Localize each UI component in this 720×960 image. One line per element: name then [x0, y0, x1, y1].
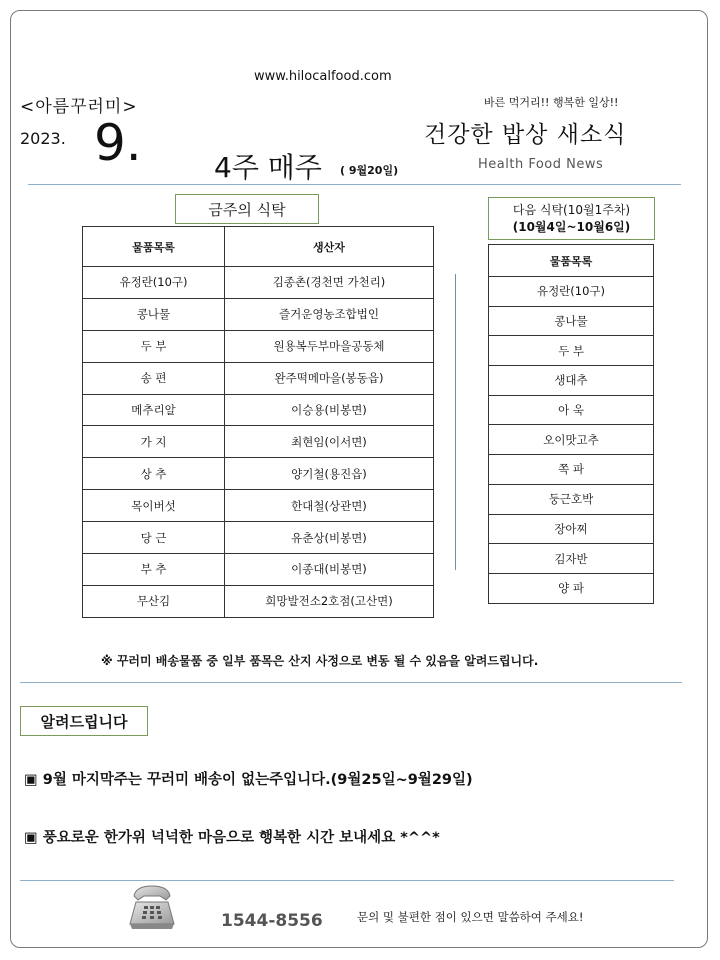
producer-cell: 양기철(용진읍) — [225, 458, 434, 490]
supply-notice: ※ 꾸러미 배송물품 중 일부 품목은 산지 사정으로 변동 될 수 있음을 알려드립니다. — [101, 654, 539, 668]
producer-cell: 이종대(비봉면) — [225, 554, 434, 586]
item-cell: 양 파 — [489, 573, 654, 603]
notice-divider — [20, 682, 682, 683]
item-cell: 두 부 — [489, 336, 654, 366]
footer-divider — [20, 880, 674, 881]
contact-message: 문의 및 불편한 점이 있으면 말씀하여 주세요! — [357, 910, 584, 924]
table-row — [83, 585, 434, 617]
item-cell: 가 지 — [83, 426, 225, 458]
issue-date: ( 9월20일) — [340, 164, 399, 177]
table-row — [489, 395, 654, 425]
next-week-table — [488, 244, 654, 604]
item-cell: 장아찌 — [489, 514, 654, 544]
table-row — [83, 426, 434, 458]
producer-cell: 한대철(상관면) — [225, 490, 434, 522]
this-week-label: 금주의 식탁 — [175, 194, 319, 224]
column-divider — [455, 274, 456, 570]
website-url[interactable]: www.hilocalfood.com — [254, 69, 392, 84]
table-row — [489, 573, 654, 603]
table-row — [83, 458, 434, 490]
newsletter-subtitle: Health Food News — [478, 157, 604, 172]
issue-year: 2023. — [20, 129, 66, 148]
next-week-title: 다음 식탁(10월1주차) — [512, 203, 631, 218]
announcement-item: ▣ 9월 마지막주는 꾸러미 배송이 없는주입니다.(9월25일~9월29일) — [24, 772, 473, 788]
producer-cell: 유춘상(비봉면) — [225, 522, 434, 554]
item-cell: 무산김 — [83, 585, 225, 617]
item-cell: 목이버섯 — [83, 490, 225, 522]
table-row — [83, 522, 434, 554]
item-cell: 상 추 — [83, 458, 225, 490]
item-cell: 둥근호박 — [489, 484, 654, 514]
producer-cell: 원용복두부마을공동체 — [225, 330, 434, 362]
table-header-row — [489, 245, 654, 277]
column-header-producer: 생산자 — [225, 227, 434, 267]
table-row — [489, 306, 654, 336]
item-cell: 오이맛고추 — [489, 425, 654, 455]
table-row — [489, 277, 654, 307]
next-week-dates: (10월4일~10월6일) — [512, 219, 631, 234]
table-header-row — [83, 227, 434, 267]
item-cell: 두 부 — [83, 330, 225, 362]
item-cell: 콩나물 — [489, 306, 654, 336]
issue-week: 4주 매주 — [214, 151, 322, 184]
table-row — [83, 267, 434, 299]
table-row — [83, 394, 434, 426]
brand-name: <아름꾸러미> — [20, 97, 138, 117]
table-row — [489, 336, 654, 366]
phone-number[interactable]: 1544-8556 — [221, 911, 323, 931]
producer-cell: 완주떡메마을(봉동읍) — [225, 362, 434, 394]
item-cell: 유정란(10구) — [83, 267, 225, 299]
column-header-items: 물품목록 — [83, 227, 225, 267]
column-header-items: 물품목록 — [489, 245, 654, 277]
producer-cell: 즐거운영농조합법인 — [225, 298, 434, 330]
table-row — [83, 298, 434, 330]
table-row — [489, 425, 654, 455]
table-row — [489, 484, 654, 514]
telephone-icon — [128, 882, 176, 932]
table-row — [83, 490, 434, 522]
item-cell: 아 욱 — [489, 395, 654, 425]
producer-cell: 최현임(이서면) — [225, 426, 434, 458]
item-cell: 당 근 — [83, 522, 225, 554]
table-row — [489, 514, 654, 544]
table-row — [83, 362, 434, 394]
producer-cell: 희망발전소2호점(고산면) — [225, 585, 434, 617]
producer-cell: 김종촌(경천면 가천리) — [225, 267, 434, 299]
issue-month: 9. — [94, 114, 142, 172]
item-cell: 부 추 — [83, 554, 225, 586]
item-cell: 콩나물 — [83, 298, 225, 330]
table-row — [489, 366, 654, 396]
table-row — [83, 330, 434, 362]
item-cell: 유정란(10구) — [489, 277, 654, 307]
producer-cell: 이승용(비봉면) — [225, 394, 434, 426]
announcement-title: 알려드립니다 — [20, 706, 148, 736]
table-row — [489, 455, 654, 485]
slogan: 바른 먹거리!! 행복한 일상!! — [484, 96, 619, 109]
item-cell: 쪽 파 — [489, 455, 654, 485]
item-cell: 메추리알 — [83, 394, 225, 426]
item-cell: 김자반 — [489, 544, 654, 574]
item-cell: 송 편 — [83, 362, 225, 394]
this-week-table — [82, 226, 434, 618]
next-week-label — [488, 197, 655, 240]
header-divider — [28, 184, 681, 185]
announcement-item: ▣ 풍요로운 한가위 넉넉한 마음으로 행복한 시간 보내세요 *^^* — [24, 830, 440, 846]
newsletter-title: 건강한 밥상 새소식 — [424, 122, 627, 148]
table-row — [489, 544, 654, 574]
table-row — [83, 554, 434, 586]
item-cell: 생대추 — [489, 366, 654, 396]
